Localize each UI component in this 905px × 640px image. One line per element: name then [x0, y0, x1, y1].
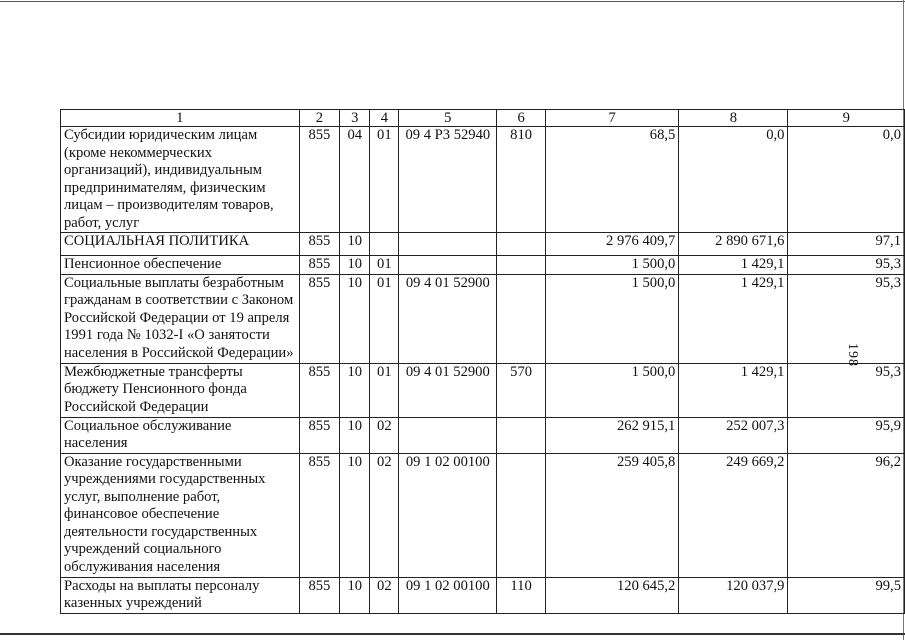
row-subsection: 01 — [370, 363, 399, 417]
row-name: Оказание государственными учреждениями государственных услуг, выполнение работ, финансовое обеспечение деятельности государственных учреждений социального обслуживания населения — [61, 453, 300, 577]
row-name: СОЦИАЛЬНАЯ ПОЛИТИКА — [61, 233, 300, 256]
row-name: Расходы на выплаты персоналу казенных учреждений — [61, 577, 300, 613]
row-executed: 249 669,2 — [679, 453, 788, 577]
row-subsection: 02 — [370, 417, 399, 453]
row-executed: 0,0 — [679, 127, 788, 233]
row-section: 10 — [340, 274, 370, 363]
row-section: 10 — [340, 363, 370, 417]
row-executed: 2 890 671,6 — [679, 233, 788, 256]
row-admin-code: 855 — [299, 233, 340, 256]
table-row — [61, 577, 905, 613]
table-row — [61, 453, 905, 577]
row-subsection: 01 — [370, 127, 399, 233]
row-target-article: 09 4 P3 52940 — [399, 127, 497, 233]
table-row — [61, 256, 905, 275]
row-section: 10 — [340, 453, 370, 577]
row-section: 04 — [340, 127, 370, 233]
row-name: Социальные выплаты безработным гражданам в соответствии с Законом Российской Федерации от 19 апреля 1991 года № 1032-I «О занятости населения в Российской Федерации» — [61, 274, 300, 363]
page-number: 198 — [845, 343, 860, 367]
row-expense-type — [497, 233, 546, 256]
row-executed: 120 037,9 — [679, 577, 788, 613]
row-expense-type — [497, 417, 546, 453]
table-row — [61, 274, 905, 363]
row-section: 10 — [340, 577, 370, 613]
row-percent: 95,9 — [788, 417, 905, 453]
table-row — [61, 363, 905, 417]
header-cell-6: 6 — [497, 110, 546, 127]
row-admin-code: 855 — [299, 274, 340, 363]
row-admin-code: 855 — [299, 417, 340, 453]
header-cell-1: 1 — [61, 110, 300, 127]
row-name: Межбюджетные трансферты бюджету Пенсионного фонда Российской Федерации — [61, 363, 300, 417]
row-target-article: 09 4 01 52900 — [399, 274, 497, 363]
row-percent: 96,2 — [788, 453, 905, 577]
row-planned: 1 500,0 — [545, 256, 678, 275]
row-expense-type: 810 — [497, 127, 546, 233]
header-cell-4: 4 — [370, 110, 399, 127]
row-executed: 1 429,1 — [679, 256, 788, 275]
row-planned: 259 405,8 — [545, 453, 678, 577]
table-row — [61, 127, 905, 233]
row-planned: 68,5 — [545, 127, 678, 233]
row-subsection — [370, 233, 399, 256]
header-cell-5: 5 — [399, 110, 497, 127]
table-header-row — [61, 110, 905, 127]
row-percent: 99,5 — [788, 577, 905, 613]
row-percent: 0,0 — [788, 127, 905, 233]
header-cell-2: 2 — [299, 110, 340, 127]
row-admin-code: 855 — [299, 363, 340, 417]
row-expense-type: 110 — [497, 577, 546, 613]
row-subsection: 01 — [370, 256, 399, 275]
row-planned: 1 500,0 — [545, 274, 678, 363]
row-name: Субсидии юридическим лицам (кроме некоммерческих организаций), индивидуальным предпринимателям, физическим лицам – производителям товаров, работ, услуг — [61, 127, 300, 233]
row-section: 10 — [340, 256, 370, 275]
row-target-article — [399, 256, 497, 275]
row-target-article: 09 1 02 00100 — [399, 453, 497, 577]
row-name: Социальное обслуживание населения — [61, 417, 300, 453]
scan-edge-bottom — [0, 633, 905, 635]
budget-table — [60, 109, 905, 614]
row-expense-type — [497, 256, 546, 275]
table-row — [61, 233, 905, 256]
header-cell-9: 9 — [788, 110, 905, 127]
row-executed: 252 007,3 — [679, 417, 788, 453]
row-percent: 95,3 — [788, 363, 905, 417]
row-planned: 120 645,2 — [545, 577, 678, 613]
row-name: Пенсионное обеспечение — [61, 256, 300, 275]
row-admin-code: 855 — [299, 256, 340, 275]
row-admin-code: 855 — [299, 127, 340, 233]
row-subsection: 02 — [370, 453, 399, 577]
row-admin-code: 855 — [299, 577, 340, 613]
row-planned: 2 976 409,7 — [545, 233, 678, 256]
row-expense-type: 570 — [497, 363, 546, 417]
header-cell-7: 7 — [545, 110, 678, 127]
row-executed: 1 429,1 — [679, 274, 788, 363]
row-target-article: 09 4 01 52900 — [399, 363, 497, 417]
row-target-article: 09 1 02 00100 — [399, 577, 497, 613]
row-target-article — [399, 233, 497, 256]
row-expense-type — [497, 453, 546, 577]
scan-edge-top — [0, 1, 905, 2]
row-percent: 95,3 — [788, 256, 905, 275]
table-row — [61, 417, 905, 453]
row-expense-type — [497, 274, 546, 363]
row-executed: 1 429,1 — [679, 363, 788, 417]
row-percent: 95,3 — [788, 274, 905, 363]
row-planned: 1 500,0 — [545, 363, 678, 417]
row-target-article — [399, 417, 497, 453]
header-cell-3: 3 — [340, 110, 370, 127]
row-percent: 97,1 — [788, 233, 905, 256]
row-planned: 262 915,1 — [545, 417, 678, 453]
row-section: 10 — [340, 233, 370, 256]
row-subsection: 02 — [370, 577, 399, 613]
row-subsection: 01 — [370, 274, 399, 363]
header-cell-8: 8 — [679, 110, 788, 127]
row-admin-code: 855 — [299, 453, 340, 577]
row-section: 10 — [340, 417, 370, 453]
